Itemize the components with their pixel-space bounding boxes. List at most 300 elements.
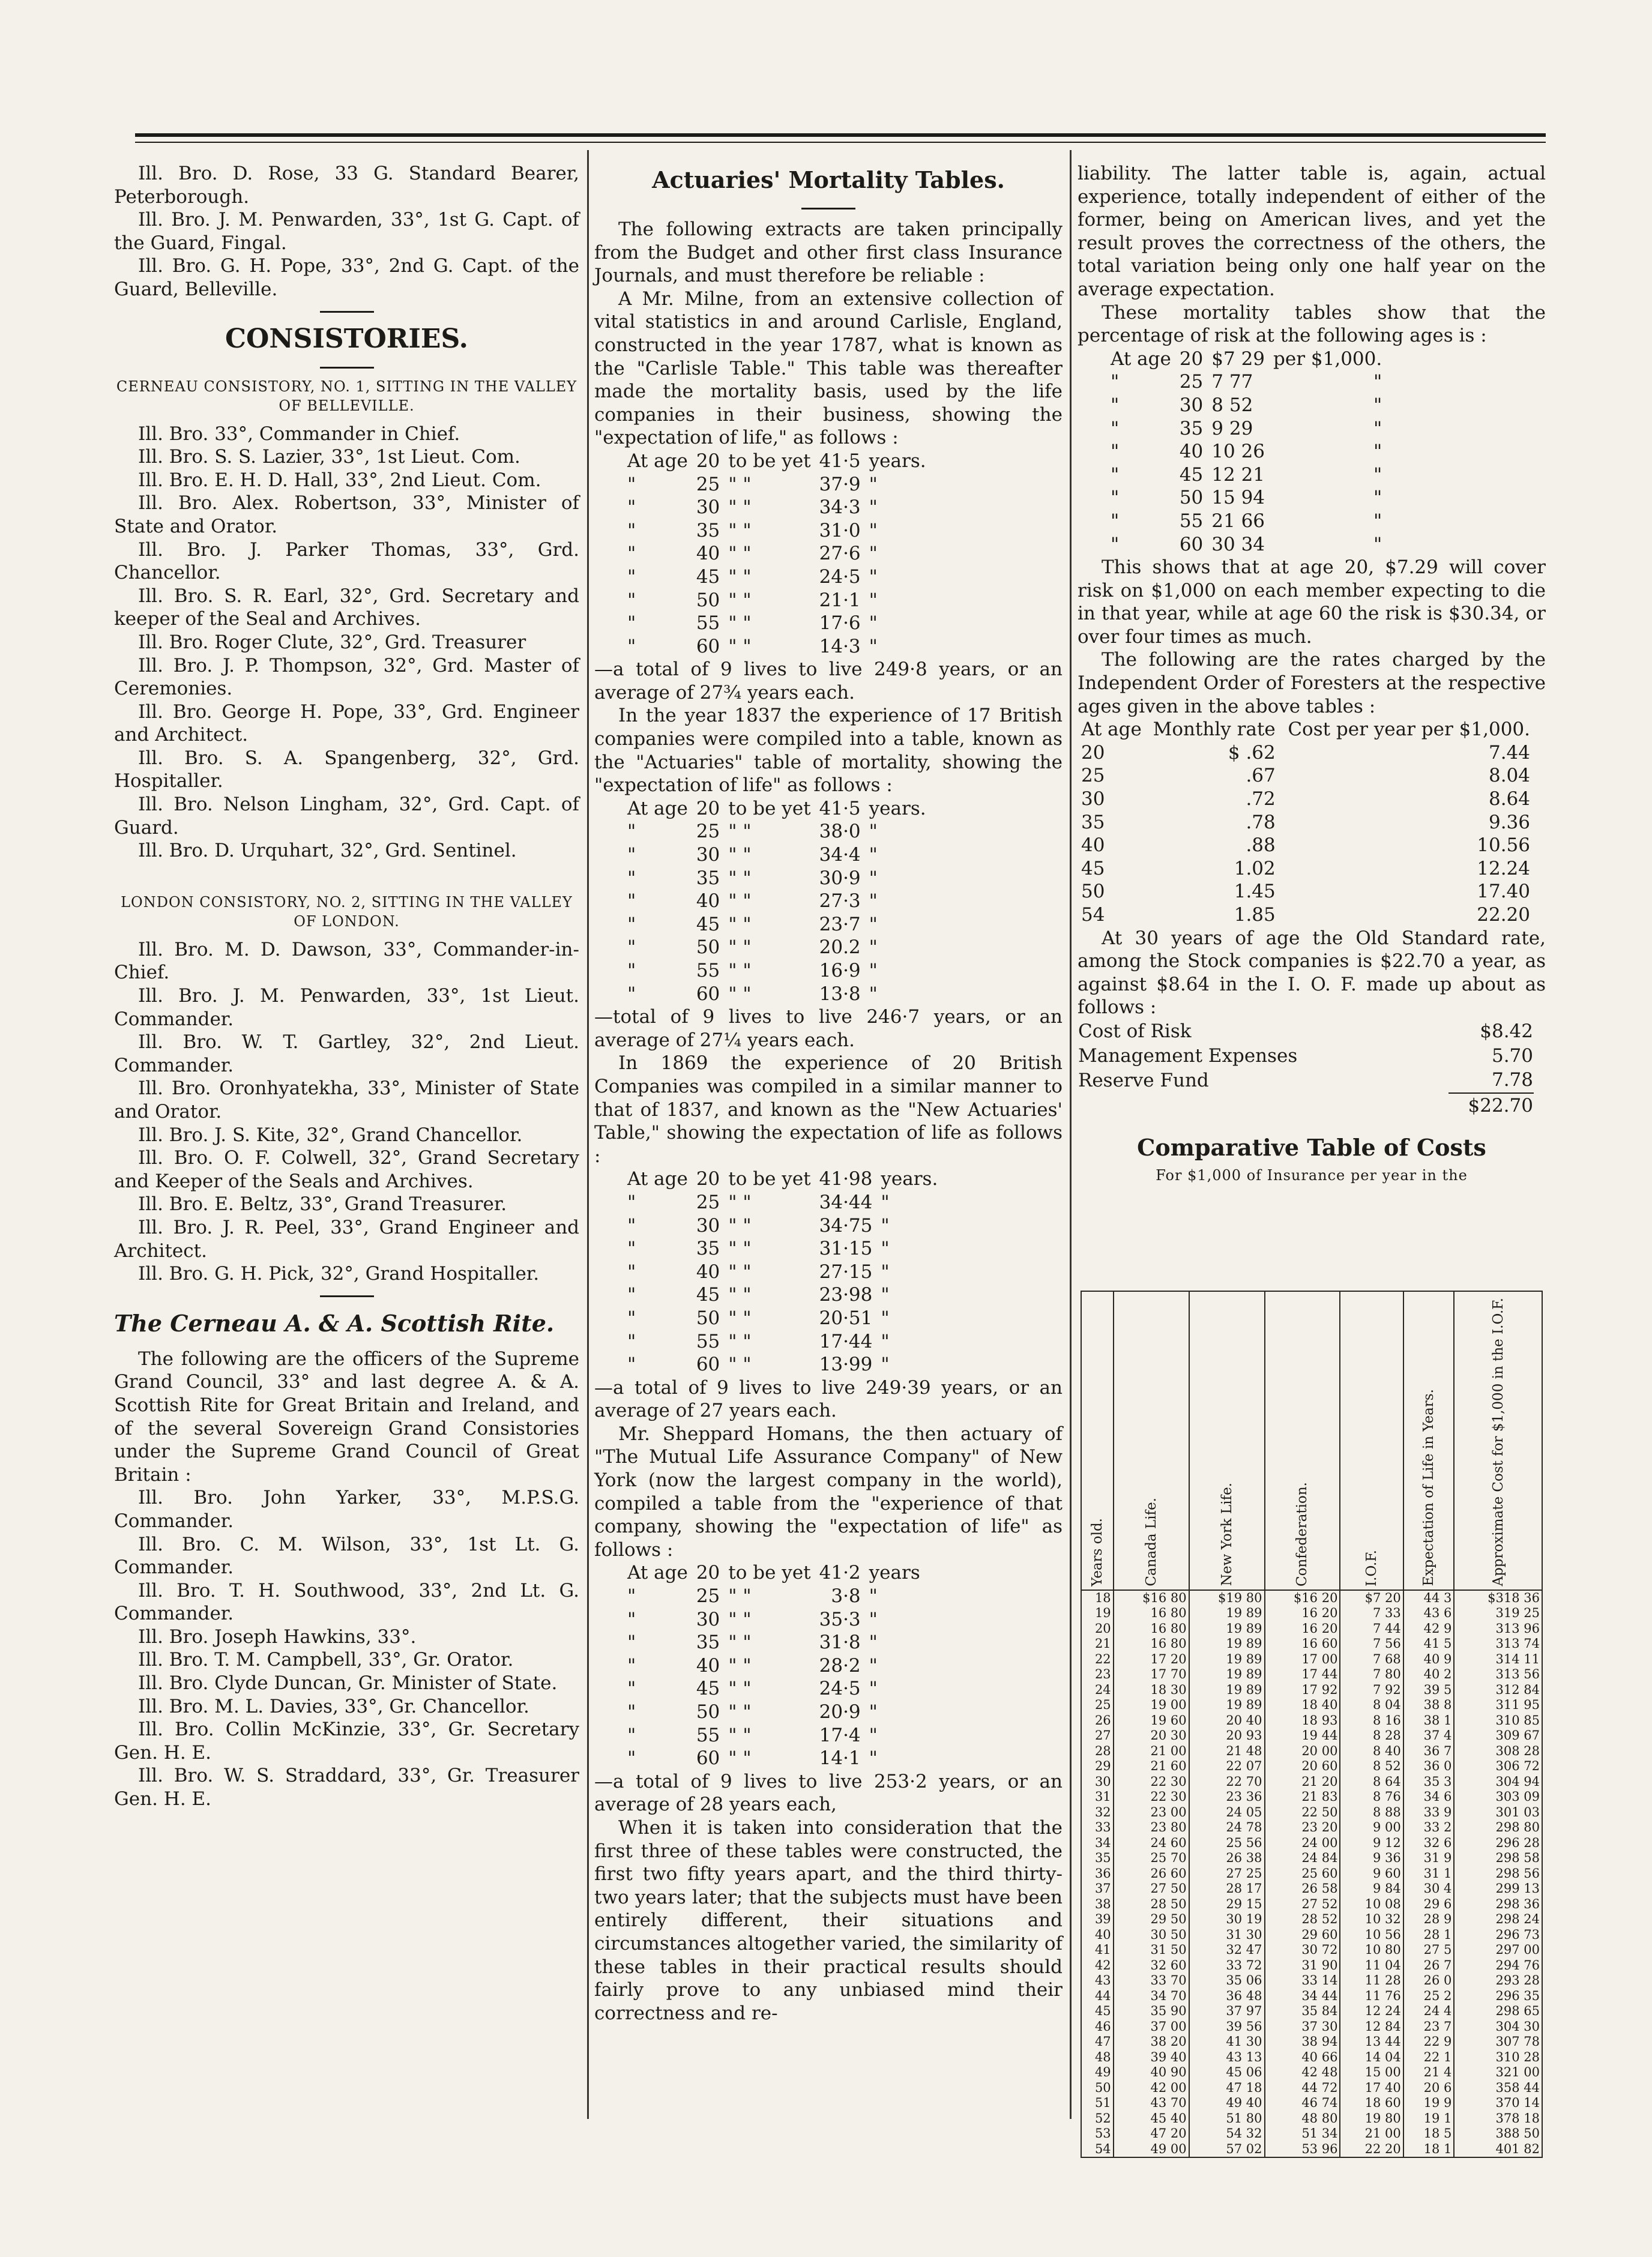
table-row xyxy=(1078,1019,1534,1044)
table-row xyxy=(1081,1820,1542,1836)
officer-entry: Ill. Bro. D. Urquhart, 32°, Grd. Sentinel. xyxy=(138,840,517,862)
table-cell: 7 44 xyxy=(1340,1621,1403,1637)
table-row xyxy=(1081,1606,1542,1621)
table-row xyxy=(1081,1728,1542,1744)
table-cell: " xyxy=(627,519,636,541)
table-row xyxy=(1081,1866,1542,1882)
table-cell: 8 40 xyxy=(1340,1744,1403,1759)
table-cell: " " xyxy=(728,1307,752,1329)
table-cell: 31 9 xyxy=(1403,1851,1455,1866)
table-cell: 13·99 xyxy=(819,1354,873,1376)
table-cell: 9 00 xyxy=(1340,1820,1403,1836)
table-row xyxy=(627,936,935,959)
officer-entry: Ill. Bro. C. M. Wilson, 33°, 1st Lt. G. Commander. xyxy=(114,1533,579,1579)
column-header xyxy=(1081,1291,1114,1590)
table-cell: 19 80 xyxy=(1340,2111,1403,2127)
officer-entry: Ill. Bro. T. H. Southwood, 33°, 2nd Lt. G. Commander. xyxy=(114,1579,579,1625)
table-row xyxy=(1081,1590,1542,1606)
table-cell: 34·44 xyxy=(819,1191,873,1213)
rate-cost: 17.40 xyxy=(1477,881,1530,903)
table-cell: 32 6 xyxy=(1403,1836,1455,1851)
table-cell: " xyxy=(869,960,878,981)
table-cell: " xyxy=(881,1261,890,1283)
table-cell: 36 7 xyxy=(1403,1744,1455,1759)
mutual-life-table xyxy=(627,1561,929,1770)
rate-monthly: 1.85 xyxy=(1234,904,1276,926)
table-cell: 10 32 xyxy=(1340,1912,1403,1927)
officer-entry: Ill. Bro. M. L. Davies, 33°, Gr. Chancellor. xyxy=(138,1695,529,1717)
table-cell: " xyxy=(627,960,636,981)
table-cell: 7 92 xyxy=(1340,1683,1403,1698)
table-cell: " " xyxy=(728,913,752,935)
table-cell: 43 13 xyxy=(1189,2050,1265,2066)
table-cell: 30 50 xyxy=(1114,1927,1189,1943)
table-cell: 38 94 xyxy=(1265,2034,1340,2050)
table-cell: 35 xyxy=(1081,1851,1114,1866)
table-cell: 27 52 xyxy=(1265,1897,1340,1912)
rate-cost: 9.36 xyxy=(1488,811,1530,833)
table-cell: 22 07 xyxy=(1189,1759,1265,1774)
table-row xyxy=(1081,1713,1542,1729)
table-row xyxy=(1081,1942,1542,1958)
table-row xyxy=(627,983,935,1006)
table-cell: " " xyxy=(728,1330,752,1352)
carlisle-table xyxy=(627,450,935,658)
table-row xyxy=(1111,370,1390,394)
table-row xyxy=(1081,2111,1542,2127)
table-cell: 28·2 xyxy=(819,1654,861,1677)
table-cell: years. xyxy=(869,450,926,472)
table-cell: 30 xyxy=(696,496,720,519)
table-cell: " xyxy=(1373,394,1382,416)
rate-age: 30 xyxy=(1081,788,1105,810)
table-cell: 46 74 xyxy=(1265,2096,1340,2111)
table-cell: 33 14 xyxy=(1265,1973,1340,1989)
table-cell: 307 78 xyxy=(1454,2034,1542,2050)
table-cell: 47 20 xyxy=(1114,2126,1189,2142)
table-cell: 19 60 xyxy=(1114,1713,1189,1729)
table-cell: 9 84 xyxy=(1340,1881,1403,1897)
officer-entry: Ill. Bro. J. R. Peel, 33°, Grand Engineer and Architect. xyxy=(114,1216,579,1262)
table-cell: " " xyxy=(728,1654,752,1677)
officer-entry: Ill. Bro. Roger Clute, 32°, Grd. Treasurer xyxy=(138,631,526,653)
table-row xyxy=(627,589,935,612)
table-cell: " xyxy=(627,473,636,495)
table-row xyxy=(627,1283,946,1307)
table-cell: 45 40 xyxy=(1114,2111,1189,2127)
intro-list xyxy=(114,162,579,301)
top-rule-thin xyxy=(135,142,1546,143)
column-header xyxy=(1340,1291,1403,1590)
table-cell: " xyxy=(869,867,878,889)
table-cell: 23 7 xyxy=(1403,2019,1455,2035)
table-cell: 26 xyxy=(1081,1713,1114,1729)
table-cell: 319 25 xyxy=(1454,1606,1542,1621)
rate-age: 54 xyxy=(1081,904,1105,926)
table-row xyxy=(627,959,935,983)
table-cell: 23 20 xyxy=(1265,1820,1340,1836)
table-cell: 293 28 xyxy=(1454,1973,1542,1989)
rate-age: 20 xyxy=(1081,741,1105,764)
table-cell: 19 89 xyxy=(1189,1652,1265,1668)
table-cell: " xyxy=(869,1678,878,1700)
officer-entry: Ill. Bro. G. H. Pick, 32°, Grand Hospitaller. xyxy=(138,1263,540,1285)
table-cell: 42 xyxy=(1081,1958,1114,1974)
table-cell: 20 40 xyxy=(1189,1713,1265,1729)
table-cell: " xyxy=(869,496,878,519)
table-cell: " xyxy=(869,519,878,541)
table-cell: 41·2 xyxy=(819,1562,861,1584)
expense-value: 5.70 xyxy=(1491,1044,1533,1067)
paragraph: At 30 years of age the Old Standard rate, among the Stock companies is $22.70 a year, as against $8.64 in the I. O. F. made up about as follows : xyxy=(1078,927,1546,1019)
table-cell: 23 00 xyxy=(1114,1805,1189,1821)
table-cell: 28 52 xyxy=(1265,1912,1340,1927)
table-cell: 19 89 xyxy=(1189,1698,1265,1713)
table-cell: " " xyxy=(728,1284,752,1306)
table-cell: 16 80 xyxy=(1114,1606,1189,1621)
table-cell: 17 92 xyxy=(1265,1683,1340,1698)
table-cell: 53 96 xyxy=(1265,2142,1340,2158)
table-cell: 55 xyxy=(696,1330,720,1352)
officer-entry: Ill. Bro. D. Rose, 33 G. Standard Bearer, Peterborough. xyxy=(114,163,579,208)
table-cell: 36 48 xyxy=(1189,1989,1265,2004)
officer-entry: Ill. Bro. J. Parker Thomas, 33°, Grd. Chancellor. xyxy=(114,538,579,584)
table-cell: $16 20 xyxy=(1265,1590,1340,1606)
table-cell: " " xyxy=(728,960,752,981)
table-cell: $16 80 xyxy=(1114,1590,1189,1606)
table-cell: " " xyxy=(728,496,752,519)
table-cell: " xyxy=(1111,394,1120,416)
table-cell: " xyxy=(627,612,636,634)
table-cell: 296 73 xyxy=(1454,1927,1542,1943)
table-cell: 304 94 xyxy=(1454,1774,1542,1790)
table-cell: 51 80 xyxy=(1189,2111,1265,2127)
table-cell: 35 xyxy=(696,519,720,541)
divider-short xyxy=(320,1295,374,1297)
table-cell: years xyxy=(869,1562,920,1584)
table-cell: 60 xyxy=(1179,533,1204,555)
table-cell: 50 xyxy=(696,589,720,611)
table-cell: " xyxy=(881,1214,890,1237)
table-cell: 22 xyxy=(1081,1652,1114,1668)
table-cell: 20·9 xyxy=(819,1701,861,1723)
table-cell: 40 90 xyxy=(1114,2065,1189,2081)
table-cell: 33 70 xyxy=(1114,1973,1189,1989)
table-cell: " xyxy=(1373,463,1382,486)
table-cell: 17·6 xyxy=(819,612,861,634)
table-cell: " xyxy=(627,1214,636,1237)
table-cell: 40 9 xyxy=(1403,1652,1455,1668)
table-cell: " xyxy=(1111,417,1120,439)
table-cell: " " xyxy=(728,821,752,843)
table-cell: 52 xyxy=(1081,2111,1114,2127)
table-cell: 17 00 xyxy=(1265,1652,1340,1668)
table-cell: 43 6 xyxy=(1403,1606,1455,1621)
table-row xyxy=(1081,2019,1542,2035)
table-row xyxy=(1111,486,1390,510)
table-row xyxy=(1081,1774,1542,1790)
column-header xyxy=(1454,1291,1542,1590)
table-cell: 313 56 xyxy=(1454,1667,1542,1683)
table-cell: 27·15 xyxy=(819,1261,873,1283)
column-header-label: Approximate Cost for $1,000 in the I.O.F. xyxy=(1490,1298,1506,1587)
table-cell: 3·8 xyxy=(831,1585,861,1608)
table-cell: " xyxy=(1373,371,1382,393)
table-cell: 16 80 xyxy=(1114,1621,1189,1637)
paragraph: In the year 1837 the experience of 17 British companies were compiled into a table, known as the "Actuaries" table of mortality, showing the "expectation of life" as follows : xyxy=(594,705,1063,797)
table-cell: " " xyxy=(728,635,752,657)
table-cell: 306 72 xyxy=(1454,1759,1542,1774)
officer-entry: Ill. Bro. S. A. Spangenberg, 32°, Grd. Hospitaller. xyxy=(114,747,579,792)
table-cell: 28 50 xyxy=(1114,1897,1189,1912)
table-cell: to be yet xyxy=(728,797,811,819)
officer-entry: Ill. Bro. E. H. D. Hall, 33°, 2nd Lieut. Com. xyxy=(138,469,541,491)
table-cell: At age xyxy=(627,1562,688,1584)
cerneau-officers-list xyxy=(114,423,579,863)
table-row xyxy=(1081,1805,1542,1821)
table-cell: 21 48 xyxy=(1189,1744,1265,1759)
officer-entry: Ill. Bro. George H. Pope, 33°, Grd. Engineer and Architect. xyxy=(114,701,579,746)
table-cell: 34 70 xyxy=(1114,1989,1189,2004)
table-cell: 18 xyxy=(1081,1590,1114,1606)
table-cell: 43 70 xyxy=(1114,2096,1189,2111)
table-cell: " " xyxy=(728,1678,752,1700)
table-cell: to be yet xyxy=(728,1562,811,1584)
table-cell: " xyxy=(627,496,636,519)
table-cell: 55 xyxy=(1179,510,1204,532)
table-cell: 20 xyxy=(696,1562,720,1584)
table-cell: " xyxy=(627,983,636,1005)
table-cell: " " xyxy=(728,519,752,541)
risk-table xyxy=(1111,348,1390,556)
table-cell: " " xyxy=(728,1608,752,1630)
table-cell: per $1,000. xyxy=(1273,348,1382,370)
table-cell: 35 xyxy=(696,1632,720,1654)
table-cell: 45 xyxy=(696,1678,720,1700)
table-cell: 31 30 xyxy=(1189,1927,1265,1943)
table-row xyxy=(627,473,935,496)
table-cell: 50 xyxy=(1081,2081,1114,2096)
table-row xyxy=(1081,1973,1542,1989)
table-cell: 25 56 xyxy=(1189,1836,1265,1851)
table-cell: 31·0 xyxy=(819,519,861,541)
table-row xyxy=(627,565,935,589)
expense-value: 7.78 xyxy=(1491,1069,1533,1091)
table-cell: 22 70 xyxy=(1189,1774,1265,1790)
table-cell: 33 xyxy=(1081,1820,1114,1836)
table-cell: 37 30 xyxy=(1265,2019,1340,2035)
table-cell: 44 3 xyxy=(1403,1590,1455,1606)
table-cell: 17 20 xyxy=(1114,1652,1189,1668)
table-cell: " " xyxy=(728,1747,752,1770)
table-cell: " xyxy=(869,1747,878,1770)
table-cell: 19 1 xyxy=(1403,2111,1455,2127)
table-cell: 10 56 xyxy=(1340,1927,1403,1943)
table-row xyxy=(1081,2050,1542,2066)
table-cell: 21·1 xyxy=(819,589,861,611)
table-cell: 9 29 xyxy=(1211,417,1253,439)
table-row xyxy=(627,1701,929,1724)
table-cell: 33 2 xyxy=(1403,1820,1455,1836)
table-cell: 304 30 xyxy=(1454,2019,1542,2035)
top-rule xyxy=(135,133,1546,137)
table-cell: 41·5 xyxy=(819,797,861,819)
table-row xyxy=(627,913,935,936)
table-row xyxy=(1081,2096,1542,2111)
table-cell: 298 24 xyxy=(1454,1912,1542,1927)
table-cell: 20 xyxy=(1081,1621,1114,1637)
table-cell: 11 76 xyxy=(1340,1989,1403,2004)
table-row xyxy=(627,1261,946,1284)
table-cell: " xyxy=(1373,417,1382,439)
rate-monthly: 1.45 xyxy=(1234,881,1276,903)
table-cell: 27 50 xyxy=(1114,1881,1189,1897)
table-row xyxy=(1081,1851,1542,1866)
table-cell: 10 80 xyxy=(1340,1942,1403,1958)
table-cell: " xyxy=(627,1330,636,1352)
table-cell: " xyxy=(869,890,878,912)
rate-cost: 8.04 xyxy=(1488,765,1530,787)
table-cell: 30 34 xyxy=(1211,533,1265,555)
table-cell: " xyxy=(627,565,636,588)
table-cell: 23 80 xyxy=(1114,1820,1189,1836)
table-cell: 50 xyxy=(1179,487,1204,509)
table-row xyxy=(627,820,935,843)
table-cell: 24 xyxy=(1081,1683,1114,1698)
table-row xyxy=(627,542,935,565)
table-cell: " xyxy=(627,543,636,565)
table-cell: 55 xyxy=(696,1724,720,1746)
table-row xyxy=(1078,1044,1534,1068)
table-cell: 19 89 xyxy=(1189,1636,1265,1652)
table-cell: 30 xyxy=(1179,394,1204,416)
officer-entry: Ill. Bro. J. M. Penwarden, 33°, 1st G. Capt. of the Guard, Fingal. xyxy=(114,209,579,254)
paragraph: —a total of 9 lives to live 253·2 years, or an average of 28 years each, xyxy=(594,1770,1063,1816)
table-cell: 26 60 xyxy=(1114,1866,1189,1882)
table-cell: 22 50 xyxy=(1265,1805,1340,1821)
table-cell: 18 1 xyxy=(1403,2142,1455,2158)
table-cell: 44 72 xyxy=(1265,2081,1340,2096)
table-cell: 27 25 xyxy=(1189,1866,1265,1882)
table-row xyxy=(1111,394,1390,417)
table-cell: 296 35 xyxy=(1454,1989,1542,2004)
table-cell: $19 80 xyxy=(1189,1590,1265,1606)
table-cell: 20 xyxy=(696,1168,720,1190)
table-cell: " xyxy=(627,635,636,657)
table-cell: 23 xyxy=(1081,1667,1114,1683)
table-cell: 54 xyxy=(1081,2142,1114,2158)
table-cell: 34 6 xyxy=(1403,1789,1455,1805)
table-cell: " xyxy=(869,473,878,495)
paragraph: When it is taken into consideration that the first three of these tables were constructed, the first two fifty years apart, and the third thirty-two years later; that the subjects must have been entirely different, their situations and circumstances altogether varied, the similarity of these tables in their practical results should fairly prove to any unbiased mind their correctness and re- xyxy=(594,1816,1063,2024)
rate-monthly: .78 xyxy=(1246,811,1276,833)
table-cell: " xyxy=(627,1724,636,1746)
table-cell: " xyxy=(627,1261,636,1283)
officer-entry: Ill. Bro. Clyde Duncan, Gr. Minister of State. xyxy=(138,1672,558,1695)
table-cell: 48 80 xyxy=(1265,2111,1340,2127)
table-cell: 297 00 xyxy=(1454,1942,1542,1958)
table-cell: 37 97 xyxy=(1189,2004,1265,2019)
table-cell: " " xyxy=(728,1261,752,1283)
table-cell: 37·9 xyxy=(819,473,861,495)
table-cell: 30 72 xyxy=(1265,1942,1340,1958)
table-row xyxy=(1081,1958,1542,1974)
table-cell: 22 9 xyxy=(1403,2034,1455,2050)
table-cell: 19 00 xyxy=(1114,1698,1189,1713)
london-consistory-heading: LONDON CONSISTORY, NO. 2, SITTING IN THE VALLEY OF LONDON. xyxy=(121,893,573,930)
table-cell: 30·9 xyxy=(819,867,861,889)
table-cell: " xyxy=(881,1354,890,1376)
table-cell: 8 28 xyxy=(1340,1728,1403,1744)
expense-label: Reserve Fund xyxy=(1078,1069,1209,1091)
table-cell: " xyxy=(627,1585,636,1608)
table-cell: 20.2 xyxy=(819,936,861,959)
table-cell: 7 33 xyxy=(1340,1606,1403,1621)
table-cell: " xyxy=(627,1747,636,1770)
iof-rates-table xyxy=(1078,718,1534,926)
table-cell: 39 40 xyxy=(1114,2050,1189,2066)
table-cell: 36 xyxy=(1081,1866,1114,1882)
table-cell: $318 36 xyxy=(1454,1590,1542,1606)
table-cell: 20 xyxy=(696,450,720,472)
table-row xyxy=(1111,348,1390,371)
table-cell: 25 xyxy=(696,473,720,495)
column-header-label: Confederation. xyxy=(1294,1481,1310,1587)
paragraph: These mortality tables show that the percentage of risk at the following ages is : xyxy=(1078,301,1546,347)
table-cell: 309 67 xyxy=(1454,1728,1542,1744)
table-cell: " xyxy=(627,821,636,843)
table-cell: " xyxy=(1111,533,1120,555)
table-cell: 21 20 xyxy=(1265,1774,1340,1790)
officer-entry: Ill. Bro. S. S. Lazier, 33°, 1st Lieut. Com. xyxy=(138,446,520,468)
table-cell: 25 xyxy=(696,821,720,843)
new-actuaries-table xyxy=(627,1168,946,1376)
table-cell: 47 xyxy=(1081,2034,1114,2050)
table-row xyxy=(1078,903,1534,927)
table-cell: " " xyxy=(728,1214,752,1237)
table-cell: " xyxy=(869,1585,878,1608)
table-cell: 321 00 xyxy=(1454,2065,1542,2081)
table-cell: 22 30 xyxy=(1114,1789,1189,1805)
table-row xyxy=(1081,1881,1542,1897)
rate-cost: 7.44 xyxy=(1488,741,1530,764)
table-cell: 18 60 xyxy=(1340,2096,1403,2111)
column-header xyxy=(1403,1291,1455,1590)
table-cell: " xyxy=(627,1238,636,1260)
table-cell: 24 4 xyxy=(1403,2004,1455,2019)
table-cell: 25 xyxy=(696,1585,720,1608)
officer-entry: Ill. Bro. John Yarker, 33°, M.P.S.G. Commander. xyxy=(114,1487,579,1532)
table-cell: 39 5 xyxy=(1403,1683,1455,1698)
table-cell: 55 xyxy=(696,960,720,981)
rates-header-age: At age xyxy=(1081,719,1142,741)
divider-short xyxy=(801,208,855,209)
table-row xyxy=(627,1585,929,1608)
table-cell: 18 93 xyxy=(1265,1713,1340,1729)
table-row xyxy=(1078,811,1534,834)
table-cell: 35·3 xyxy=(819,1608,861,1630)
table-cell: 41·98 xyxy=(819,1168,873,1190)
table-cell: 46 xyxy=(1081,2019,1114,2035)
table-cell: 25 60 xyxy=(1265,1866,1340,1882)
table-cell: 49 xyxy=(1081,2065,1114,2081)
table-cell: At age xyxy=(1111,348,1171,370)
table-cell: " xyxy=(869,1724,878,1746)
table-cell: 45 xyxy=(696,565,720,588)
table-cell: " " xyxy=(728,543,752,565)
table-cell: " " xyxy=(728,936,752,959)
rate-age: 40 xyxy=(1081,834,1105,857)
